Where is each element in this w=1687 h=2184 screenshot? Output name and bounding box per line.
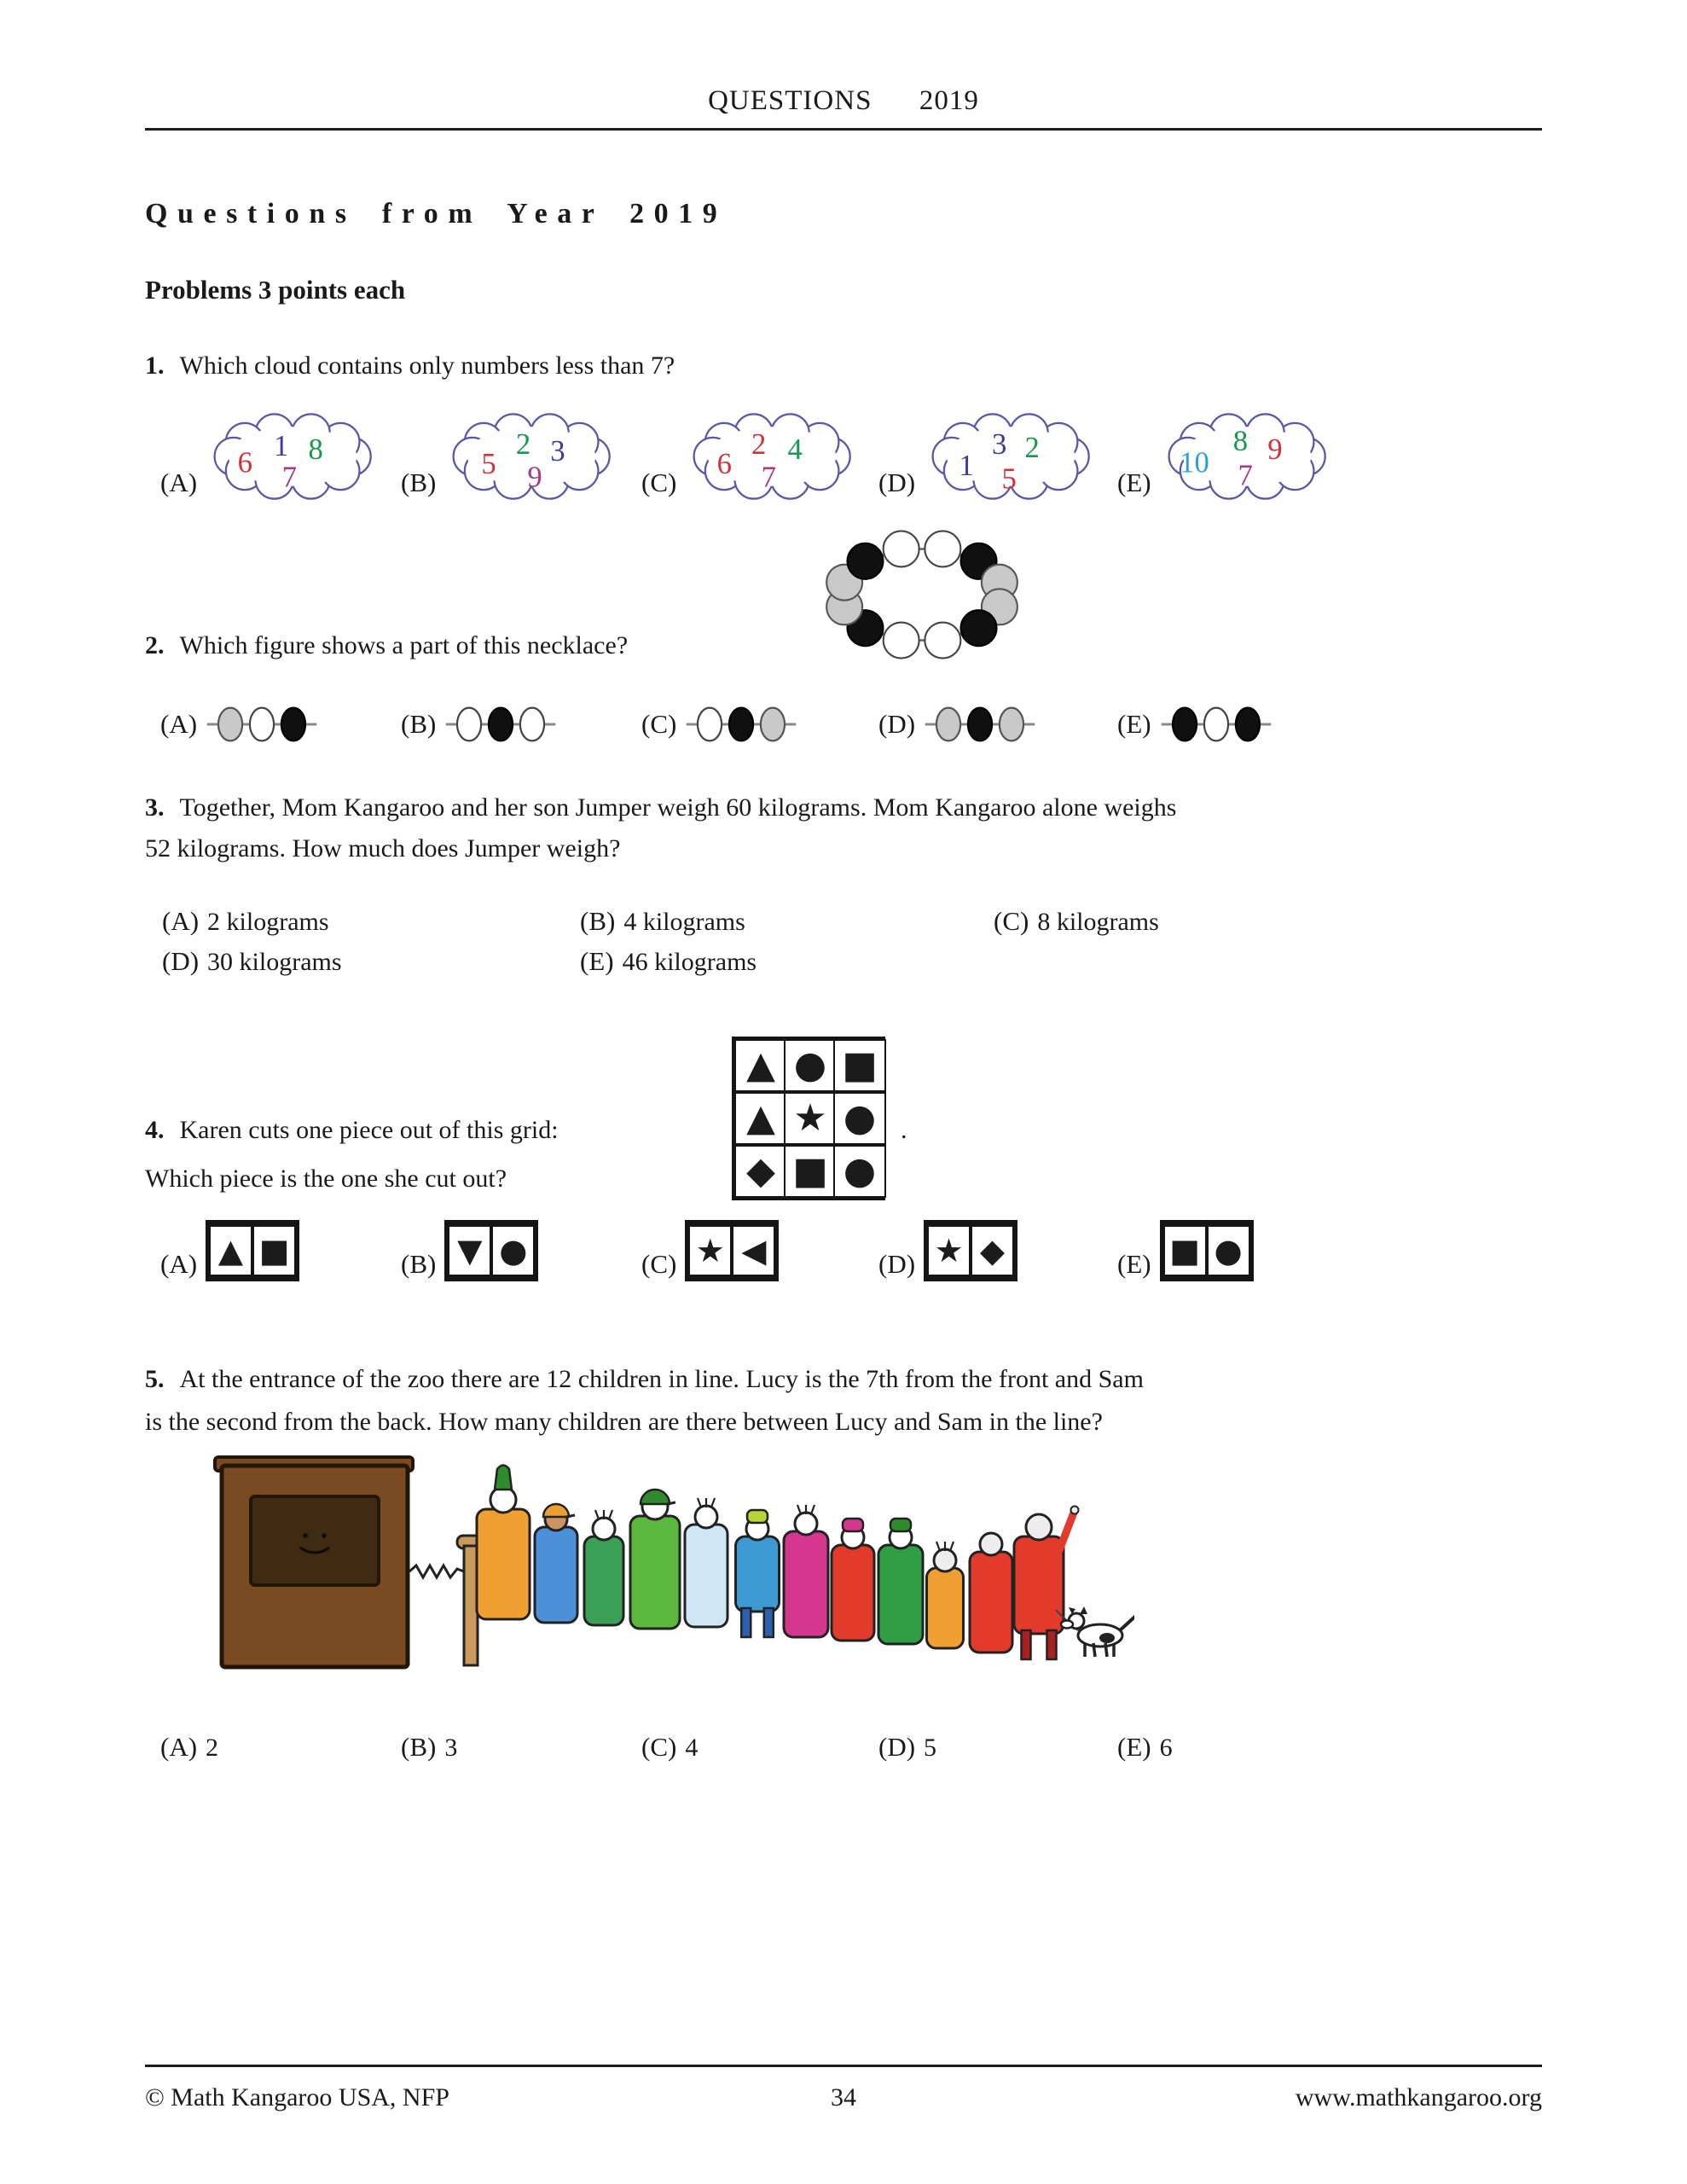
option-label: (E) [580, 946, 614, 976]
option-label: (A) [160, 709, 198, 739]
svg-text:9: 9 [527, 460, 542, 494]
q3-option-(B) [580, 906, 745, 937]
option-label: (A) [160, 1249, 198, 1279]
question-1-number: 1. [145, 351, 165, 380]
svg-text:2: 2 [751, 427, 767, 462]
svg-text:3: 3 [992, 427, 1007, 462]
svg-text:3: 3 [550, 433, 565, 468]
option-label: (E) [1117, 1732, 1151, 1762]
q4-option-(B) [401, 1220, 538, 1281]
svg-text:5: 5 [481, 447, 497, 481]
footer-copyright: © Math Kangaroo USA, NFP [145, 2083, 449, 2111]
q4-option-(E) [1117, 1220, 1254, 1281]
option-text: 2 [206, 1734, 219, 1762]
option-label: (E) [1117, 468, 1151, 497]
piece-cell-diamond: ◆ [971, 1225, 1014, 1276]
question-2-text: 2. Which figure shows a part of this necklace? [145, 631, 629, 659]
piece-cell-star: ★ [927, 1225, 971, 1276]
q3-option-(C) [994, 906, 1159, 937]
q5-option-(E) [1117, 1732, 1173, 1763]
svg-text:7: 7 [281, 460, 298, 494]
page-header-title: QUESTIONS 2019 [708, 85, 979, 116]
option-text: 2 kilograms [207, 908, 329, 936]
question-5-text-line1: 5. At the entrance of the zoo there are 12 children in line. Lucy is the 7th from the front and Sam [145, 1365, 1144, 1393]
question-4-text-line2: Which piece is the one she cut out? [145, 1165, 507, 1193]
option-label: (E) [1117, 1249, 1151, 1279]
option-label: (A) [160, 1732, 198, 1762]
grid-cell-star: ★ [784, 1092, 837, 1145]
question-5-text-line2: is the second from the back. How many children are there between Lucy and Sam in the line? [145, 1408, 1103, 1436]
question-5-number: 5. [145, 1365, 165, 1393]
svg-text:1: 1 [959, 449, 974, 483]
cloud-figure [685, 411, 866, 502]
option-text: 30 kilograms [207, 948, 342, 976]
svg-text:5: 5 [1001, 462, 1017, 496]
option-label: (B) [401, 468, 437, 497]
cloud-figure [206, 411, 386, 502]
svg-text:6: 6 [716, 447, 733, 481]
q1-option-(D) [878, 411, 1104, 502]
cloud-figure [444, 411, 625, 502]
option-text: 4 [685, 1734, 699, 1762]
grid-cell-circle: ● [833, 1145, 886, 1198]
svg-text:9: 9 [1267, 432, 1283, 466]
svg-text:8: 8 [308, 432, 323, 466]
necklace-figure [815, 522, 1029, 667]
bead-strip-figure [1160, 698, 1272, 751]
option-label: (C) [641, 1732, 677, 1762]
option-text: 5 [924, 1734, 937, 1762]
grid-cell-circle: ● [784, 1039, 837, 1092]
option-text: 46 kilograms [622, 948, 757, 976]
q1-option-(C) [641, 411, 866, 502]
svg-text:8: 8 [1232, 424, 1248, 458]
svg-text:4: 4 [787, 432, 803, 466]
grid-cell-triangle: ▲ [734, 1092, 787, 1145]
grid-cell-triangle: ▲ [734, 1039, 787, 1092]
piece-figure [1160, 1220, 1254, 1281]
section-subtitle: Problems 3 points each [145, 275, 406, 305]
question-3-options [145, 906, 1544, 1000]
header-rule [145, 128, 1542, 131]
q3-option-(A) [162, 906, 329, 937]
q1-option-(E) [1117, 411, 1341, 502]
piece-cell-circle: ● [491, 1225, 535, 1276]
shape-grid-figure [732, 1037, 885, 1200]
question-4-number: 4. [145, 1116, 165, 1144]
q5-option-(B) [401, 1732, 457, 1763]
piece-cell-triangle: ▲ [209, 1225, 252, 1276]
piece-figure [206, 1220, 299, 1281]
piece-cell-star: ★ [688, 1225, 732, 1276]
footer-website: www.mathkangaroo.org [1295, 2083, 1542, 2111]
question-1-options [145, 411, 1544, 522]
question-3-text-line1: 3. Together, Mom Kangaroo and her son Jumper weigh 60 kilograms. Mom Kangaroo alone weighs [145, 793, 1177, 822]
question-2-options [145, 698, 1544, 809]
q5-option-(A) [160, 1732, 218, 1763]
q3-option-(D) [162, 946, 342, 977]
question-1-text: 1. Which cloud contains only numbers less than 7? [145, 351, 675, 380]
q4-option-(D) [878, 1220, 1017, 1281]
question-4-options [145, 1220, 1544, 1331]
question-4-text-line1: 4. Karen cuts one piece out of this grid: [145, 1116, 559, 1144]
svg-text:10: 10 [1179, 445, 1209, 479]
grid-cell-diamond: ◆ [734, 1145, 787, 1198]
option-label: (B) [401, 1249, 437, 1279]
option-label: (B) [401, 709, 437, 739]
svg-text:2: 2 [1024, 430, 1040, 464]
q3-option-(E) [580, 946, 757, 977]
option-label: (D) [878, 468, 916, 497]
piece-figure [685, 1220, 779, 1281]
svg-text:7: 7 [1238, 458, 1253, 492]
piece-cell-triangle-left: ◀ [732, 1225, 775, 1276]
option-label: (A) [162, 906, 200, 936]
option-label: (C) [641, 468, 677, 497]
bead-strip-figure [924, 698, 1036, 751]
piece-cell-triangle-down: ▼ [448, 1225, 491, 1276]
zoo-line-illustration [213, 1443, 1134, 1678]
piece-figure [444, 1220, 538, 1281]
q1-option-(B) [401, 411, 625, 502]
bead-strip-figure [206, 698, 318, 751]
option-label: (E) [1117, 709, 1151, 739]
option-text: 3 [444, 1734, 458, 1762]
question-3-text-line2: 52 kilograms. How much does Jumper weigh? [145, 834, 621, 863]
grid-cell-square: ■ [833, 1039, 886, 1092]
bead-strip-figure [685, 698, 797, 751]
q5-option-(C) [641, 1732, 698, 1763]
footer-page-number: 34 [831, 2083, 856, 2111]
question-5-options [145, 1732, 1544, 1843]
option-label: (B) [401, 1732, 437, 1762]
option-label: (C) [641, 709, 677, 739]
q4-option-(C) [641, 1220, 779, 1281]
piece-cell-circle: ● [1207, 1225, 1250, 1276]
bead-strip-figure [444, 698, 557, 751]
piece-figure [924, 1220, 1017, 1281]
option-label: (B) [580, 906, 616, 936]
option-label: (A) [160, 468, 198, 497]
option-label: (D) [878, 1732, 916, 1762]
option-text: 6 [1159, 1734, 1173, 1762]
q1-option-(A) [160, 411, 386, 502]
q2-option-(E) [1117, 698, 1272, 751]
piece-cell-square: ■ [252, 1225, 296, 1276]
option-label: (D) [162, 946, 200, 976]
option-label: (D) [878, 1249, 916, 1279]
grid-cell-square: ■ [784, 1145, 837, 1198]
q2-option-(C) [641, 698, 797, 751]
piece-cell-square: ■ [1163, 1225, 1207, 1276]
grid-cell-circle: ● [833, 1092, 886, 1145]
option-text: 8 kilograms [1037, 908, 1159, 936]
q2-option-(D) [878, 698, 1036, 751]
q5-option-(D) [878, 1732, 936, 1763]
option-label: (D) [878, 709, 916, 739]
document-title: Questions from Year 2019 [145, 198, 728, 229]
svg-text:7: 7 [761, 460, 777, 494]
option-text: 4 kilograms [623, 908, 745, 936]
q2-option-(B) [401, 698, 557, 751]
q4-period: . [901, 1116, 907, 1144]
cloud-figure [924, 411, 1104, 502]
q4-option-(A) [160, 1220, 299, 1281]
svg-text:6: 6 [237, 445, 252, 479]
footer-rule [145, 2065, 1542, 2067]
question-3-number: 3. [145, 793, 165, 822]
svg-text:1: 1 [274, 429, 289, 463]
svg-text:2: 2 [516, 427, 531, 462]
option-label: (C) [994, 906, 1029, 936]
option-label: (C) [641, 1249, 677, 1279]
cloud-figure [1160, 411, 1341, 502]
question-2-number: 2. [145, 631, 165, 659]
q2-option-(A) [160, 698, 318, 751]
